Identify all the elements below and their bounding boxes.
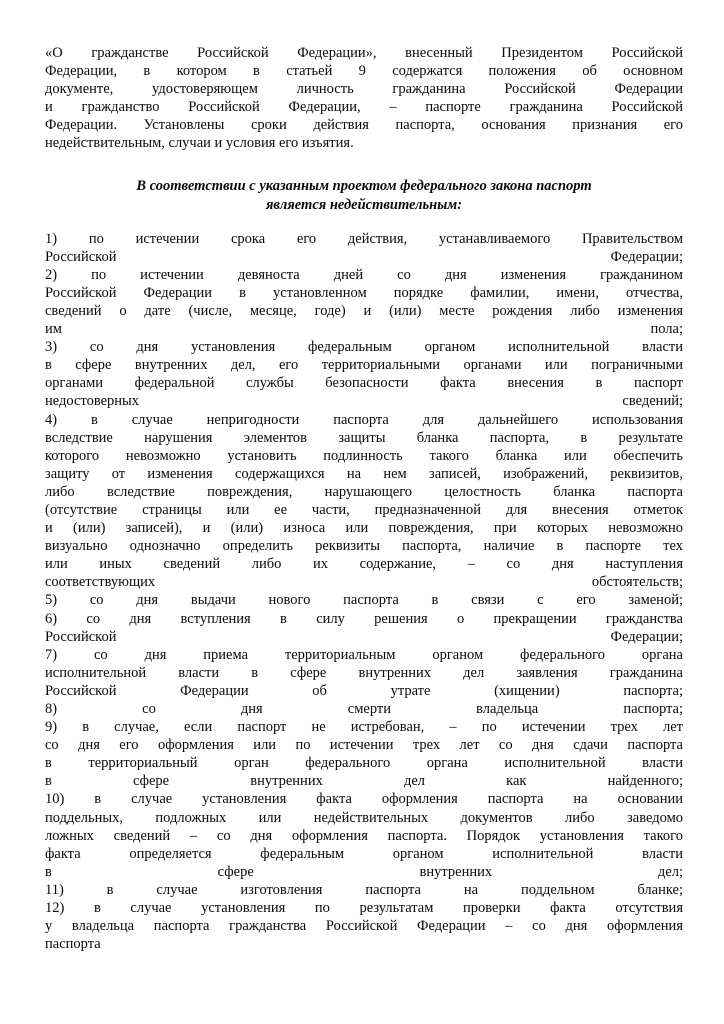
list-item bbox=[45, 610, 683, 646]
text-line: или иных сведений либо их содержание, – со дня наступления bbox=[45, 556, 683, 573]
text-line: и (или) записей), и (или) износа или повреждения, при которых невозможно bbox=[45, 520, 683, 537]
text-line: 11) в случае изготовления паспорта на поддельном бланке; bbox=[45, 881, 683, 898]
text-line: «О гражданстве Российской Федерации», внесенный Президентом Российской bbox=[45, 45, 683, 61]
text-line: 7) со дня приема территориальным органом федерального органа bbox=[45, 646, 683, 663]
text-line: Российской Федерации об утрате (хищении) паспорта; bbox=[45, 682, 683, 699]
text-line: Федерации. Установлены сроки действия паспорта, основания признания его bbox=[45, 117, 683, 134]
text-line: 6) со дня вступления в силу решения о прекращении гражданства bbox=[45, 610, 683, 627]
text-line: 12) в случае установления по результатам проверки факта отсутствия bbox=[45, 900, 683, 917]
text-line: 8) со дня смерти владельца паспорта; bbox=[45, 701, 683, 717]
list-item bbox=[45, 646, 683, 700]
text-line: либо вследствие повреждения, нарушающего целостность бланка паспорта bbox=[45, 483, 683, 500]
section-heading bbox=[45, 177, 683, 216]
text-line: защиту от изменения содержащихся на нем записей, изображений, реквизитов, bbox=[45, 465, 683, 482]
text-line: у владельца паспорта гражданства Российской Федерации – со дня оформления bbox=[45, 918, 683, 935]
text-line: органами федеральной службы безопасности факта внесения в паспорт bbox=[45, 375, 683, 392]
text-line: в сфере внутренних дел; bbox=[45, 863, 683, 880]
text-line: им пола; bbox=[45, 321, 683, 338]
list-item bbox=[45, 591, 683, 609]
list-item bbox=[45, 790, 683, 880]
text-line: исполнительной власти в сфере внутренних дел заявления гражданина bbox=[45, 664, 683, 681]
text-line: вследствие нарушения элементов защиты бланка паспорта, в результате bbox=[45, 429, 683, 446]
text-line: визуально однозначно определить реквизиты паспорта, наличие в паспорте тех bbox=[45, 538, 683, 555]
text-line: Российской Федерации; bbox=[45, 248, 683, 265]
text-line: паспорта bbox=[45, 936, 101, 953]
text-line: Российской Федерации в установленном порядке фамилии, имени, отчества, bbox=[45, 284, 683, 301]
text-line: 5) со дня выдачи нового паспорта в связи с его заменой; bbox=[45, 592, 683, 609]
text-line: (отсутствие страницы или ее части, предназначенной для внесения отметок bbox=[45, 501, 683, 518]
list-item bbox=[45, 266, 683, 338]
list-item bbox=[45, 230, 683, 266]
text-line: является недействительным: bbox=[265, 197, 463, 214]
text-line: Российской Федерации; bbox=[45, 628, 683, 645]
text-line: 9) в случае, если паспорт не истребован, – по истечении трех лет bbox=[45, 719, 683, 736]
text-line: недействительным, случаи и условия его изъятия. bbox=[45, 135, 354, 152]
text-line: со дня его оформления или по истечении трех лет со дня сдачи паспорта bbox=[45, 737, 683, 754]
text-line: 10) в случае установления факта оформления паспорта на основании bbox=[45, 791, 683, 808]
text-line: ложных сведений – со дня оформления паспорта. Порядок установления такого bbox=[45, 827, 683, 844]
intro-paragraph bbox=[45, 44, 683, 153]
text-line: и гражданство Российской Федерации, – паспорте гражданина Российской bbox=[45, 99, 683, 116]
list-item bbox=[45, 338, 683, 410]
text-line: сведений о дате (числе, месяце, годе) и (или) месте рождения либо изменения bbox=[45, 302, 683, 319]
text-line: соответствующих обстоятельств; bbox=[45, 574, 683, 591]
list-item bbox=[45, 411, 683, 592]
numbered-list bbox=[45, 230, 683, 954]
text-line: недостоверных сведений; bbox=[45, 393, 683, 410]
text-line: Федерации, в котором в статьей 9 содержатся положения об основном bbox=[45, 63, 683, 80]
text-line: в территориальный орган федерального органа исполнительной власти bbox=[45, 755, 683, 772]
text-line: факта определяется федеральным органом исполнительной власти bbox=[45, 845, 683, 862]
text-line: 2) по истечении девяноста дней со дня изменения гражданином bbox=[45, 266, 683, 283]
text-line: в сфере внутренних дел как найденного; bbox=[45, 773, 683, 790]
list-item bbox=[45, 881, 683, 899]
text-line: 1) по истечении срока его действия, устанавливаемого Правительством bbox=[45, 230, 683, 247]
text-line: в сфере внутренних дел, его территориальными органами или пограничными bbox=[45, 357, 683, 374]
text-line: 4) в случае непригодности паспорта для дальнейшего использования bbox=[45, 411, 683, 428]
text-line: которого невозможно установить подлинность такого бланка или обеспечить bbox=[45, 447, 683, 464]
text-line: В соответствии с указанным проектом федерального закона паспорт bbox=[136, 177, 592, 194]
text-line: 3) со дня установления федеральным органом исполнительной власти bbox=[45, 339, 683, 356]
list-item bbox=[45, 718, 683, 790]
list-item bbox=[45, 700, 683, 718]
text-line: поддельных, подложных или недействительных документов либо заведомо bbox=[45, 809, 683, 826]
text-line: документе, удостоверяющем личность гражданина Российской Федерации bbox=[45, 81, 683, 98]
list-item bbox=[45, 899, 683, 953]
